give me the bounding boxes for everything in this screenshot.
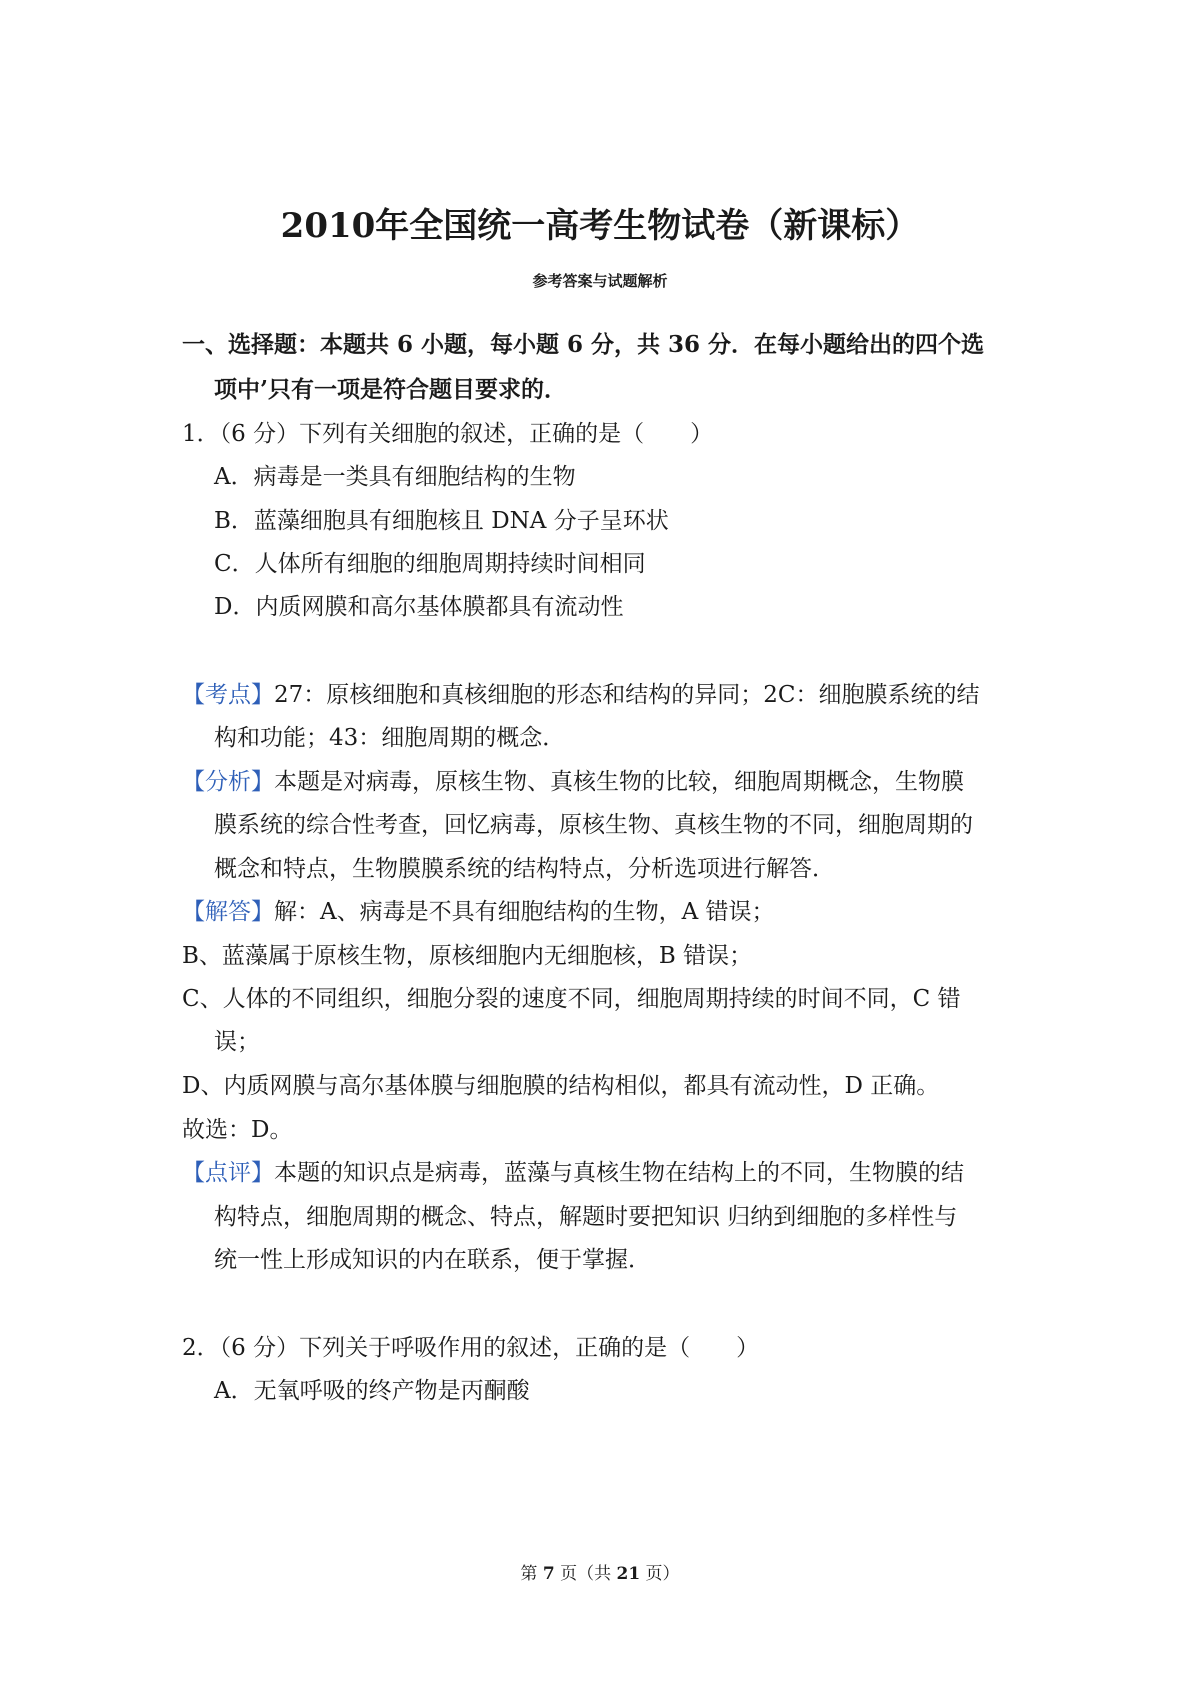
question-1-option-d: D．内质网膜和高尔基体膜都具有流动性 [214,594,624,620]
dianping-text: 本题的知识点是病毒，蓝藻与真核生物在结构上的不同，生物膜的结 [274,1160,964,1186]
jieda-line-4: 误； [214,1029,260,1055]
kaodian-tag: 【考点】 [182,682,274,708]
question-2-option-a: A．无氧呼吸的终产物是丙酮酸 [214,1378,530,1404]
footer-suffix: 页） [640,1564,680,1584]
footer-prefix: 第 [520,1564,543,1584]
fenxi-line-2: 膜系统的综合性考查，回忆病毒，原核生物、真核生物的不同，细胞周期的 [214,812,973,838]
jieda-line-1 [182,895,1032,929]
footer-page-number: 7 [542,1564,555,1584]
fenxi-tag: 【分析】 [182,769,274,795]
question-2-stem: 2．（6 分）下列关于呼吸作用的叙述，正确的是（ ） [182,1335,760,1361]
fenxi-line-1 [182,765,1032,799]
kaodian-line-1 [182,678,1032,712]
footer-total-pages: 21 [616,1564,641,1584]
kaodian-line-2: 构和功能；43：细胞周期的概念． [214,725,566,751]
page-subtitle: 参考答案与试题解析 [532,272,668,290]
question-1-option-a: A．病毒是一类具有细胞结构的生物 [214,464,576,490]
fenxi-line-3: 概念和特点，生物膜膜系统的结构特点，分析选项进行解答． [214,856,835,882]
jieda-line-5: D、内质网膜与高尔基体膜与细胞膜的结构相似，都具有流动性，D 正确。 [182,1073,940,1099]
section-heading-line-1: 一、选择题：本题共 6 小题，每小题 6 分，共 36 分．在每小题给出的四个选 [182,331,985,358]
dianping-line-3: 统一性上形成知识的内在联系，便于掌握． [214,1247,651,1273]
section-heading-line-2: 项中’只有一项是符合题目要求的． [214,376,568,403]
footer-middle: 页（共 [554,1564,617,1584]
jieda-text: 解：A、病毒是不具有细胞结构的生物，A 错误； [274,899,775,925]
jieda-line-6: 故选：D。 [182,1117,293,1143]
question-1-option-b: B．蓝藻细胞具有细胞核且 DNA 分子呈环状 [214,508,669,534]
dianping-line-1 [182,1156,1032,1190]
question-1-option-c: C．人体所有细胞的细胞周期持续时间相同 [214,551,646,577]
kaodian-text: 27：原核细胞和真核细胞的形态和结构的异同；2C：细胞膜系统的结 [274,682,980,708]
fenxi-text: 本题是对病毒，原核生物、真核生物的比较，细胞周期概念，生物膜 [274,769,964,795]
page-footer [0,1562,1200,1586]
jieda-line-2: B、蓝藻属于原核生物，原核细胞内无细胞核，B 错误； [182,943,753,969]
page-title: 2010年全国统一高考生物试卷（新课标） [280,206,920,246]
jieda-line-3: C、人体的不同组织，细胞分裂的速度不同，细胞周期持续的时间不同，C 错 [182,986,961,1012]
question-1-stem: 1．（6 分）下列有关细胞的叙述，正确的是（ ） [182,421,714,447]
jieda-tag: 【解答】 [182,899,274,925]
dianping-line-2: 构特点，细胞周期的概念、特点，解题时要把知识 归纳到细胞的多样性与 [214,1204,958,1230]
dianping-tag: 【点评】 [182,1160,274,1186]
